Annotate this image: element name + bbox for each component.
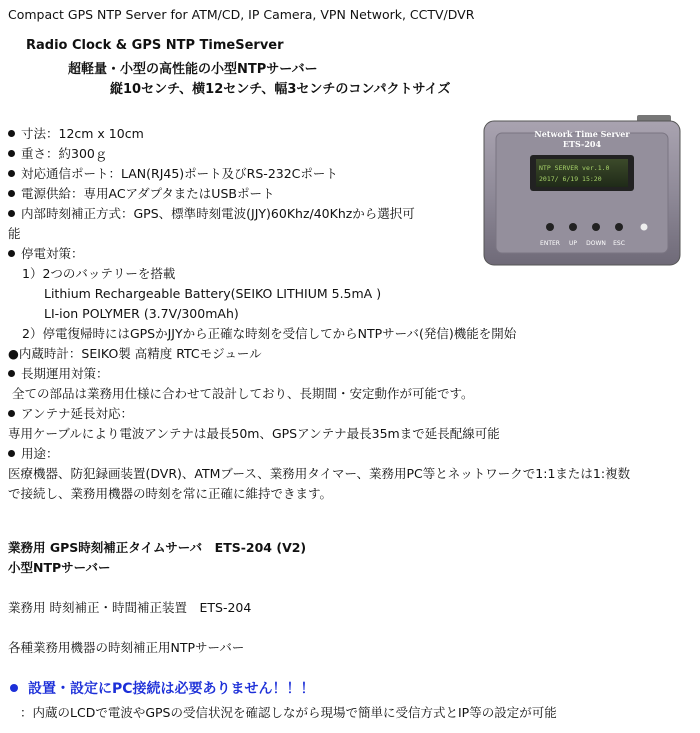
product-subtitle: 小型NTPサーバー	[8, 560, 111, 575]
spec-ports-text: 対応通信ポート：LAN(RJ45)ポート及びRS-232Cポート	[21, 166, 338, 181]
bullet-icon	[8, 410, 15, 417]
spec-uses	[8, 446, 59, 462]
spec-ports	[8, 166, 338, 182]
longterm-text: 全ての部品は業務用仕様に合わせて設計しており、長期間・安定動作が可能です。	[12, 386, 474, 401]
battery-1: Lithium Rechargeable Battery(SEIKO LITHIUM 5.5mA )	[44, 286, 382, 301]
bullet-icon	[8, 370, 15, 377]
spec-clock-method-cont: 能	[8, 226, 21, 241]
spec-clock-method-text: 内部時刻補正方式：GPS、標準時刻電波(JJY)60Khz/40Khzから選択可	[21, 206, 415, 221]
button-up-label: UP	[568, 240, 578, 247]
led-icon	[641, 224, 648, 231]
bullet-icon	[8, 170, 15, 177]
notice	[8, 681, 315, 697]
spec-rtc: ●内蔵時計：SEIKO製 高精度 RTCモジュール	[8, 346, 262, 361]
spec-longterm-text: 長期運用対策：	[21, 366, 109, 381]
button-down	[592, 223, 600, 231]
spec-size-text: 寸法：12cm x 10cm	[21, 126, 144, 141]
spec-outage-text: 停電対策：	[21, 246, 84, 261]
device-image	[482, 115, 682, 268]
button-enter	[546, 223, 554, 231]
spec-power	[8, 186, 274, 202]
device-face	[496, 133, 668, 253]
title-line-2: 超軽量・小型の高性能の小型NTPサーバー	[68, 62, 318, 77]
outage-item-1: 1）2つのバッテリーを搭載	[22, 266, 176, 281]
spec-longterm	[8, 366, 109, 382]
spec-uses-text: 用途：	[21, 446, 59, 461]
notice-text: 設置・設定にPC接続は必要ありません！！！	[28, 681, 315, 697]
spec-weight-text: 重さ：約300ｇ	[21, 146, 108, 161]
product-category: 業務用 時刻補正・時間補正装置 ETS-204	[8, 600, 252, 615]
bullet-icon	[8, 130, 15, 137]
spec-clock-method	[8, 206, 415, 222]
bullet-icon	[8, 190, 15, 197]
page-subtitle: Compact GPS NTP Server for ATM/CD, IP Camera, VPN Network, CCTV/DVR	[8, 7, 475, 22]
spec-antenna-text: アンテナ延長対応：	[21, 406, 134, 421]
button-enter-label: ENTER	[540, 240, 560, 247]
spec-antenna	[8, 406, 133, 422]
product-description: 各種業務用機器の時刻補正用NTPサーバー	[8, 640, 245, 655]
title-line-3: 縦10センチ、横12センチ、幅3センチのコンパクトサイズ	[110, 82, 451, 97]
uses-text-2: で接続し、業務用機器の時刻を常に正確に維持できます。	[8, 486, 333, 501]
bullet-icon	[8, 250, 15, 257]
button-down-label: DOWN	[586, 240, 606, 247]
lcd-line-2: 2017/ 6/19 15:20	[539, 175, 602, 183]
product-name: 業務用 GPS時刻補正タイムサーバ ETS-204 (V2)	[8, 540, 307, 555]
bullet-icon	[8, 150, 15, 157]
device-illustration	[482, 115, 682, 268]
antenna-text: 専用ケーブルにより電波アンテナは最長50m、GPSアンテナ最長35mまで延長配線可能	[8, 426, 500, 441]
device-label-2: ETS-204	[562, 139, 602, 149]
spec-power-text: 電源供給：専用ACアダプタまたはUSBポート	[21, 186, 275, 201]
spec-outage	[8, 246, 84, 262]
button-esc	[615, 223, 623, 231]
button-up	[569, 223, 577, 231]
uses-text-1: 医療機器、防犯録画装置(DVR)、ATMブース、業務用タイマー、業務用PC等とネットワークで1:1または1:複数	[8, 466, 631, 481]
notice-detail: ：内蔵のLCDで電波やGPSの受信状況を確認しながら現場で簡単に受信方式とIP等の設定が可能	[20, 705, 557, 720]
lcd-line-1: NTP SERVER ver.1.0	[539, 164, 610, 172]
spec-weight	[8, 146, 107, 162]
outage-item-2: 2）停電復帰時にはGPSかJJYから正確な時刻を受信してからNTPサーバ(発信)機能を開始	[22, 326, 517, 341]
bullet-icon	[8, 210, 15, 217]
battery-2: LI-ion POLYMER (3.7V/300mAh)	[44, 306, 239, 321]
device-label-1: Network Time Server	[534, 129, 630, 139]
main-title: Radio Clock & GPS NTP TimeServer	[26, 38, 284, 53]
bullet-icon	[8, 450, 15, 457]
button-esc-label: ESC	[613, 240, 625, 247]
notice-bullet-icon	[10, 684, 18, 692]
spec-size	[8, 126, 144, 142]
